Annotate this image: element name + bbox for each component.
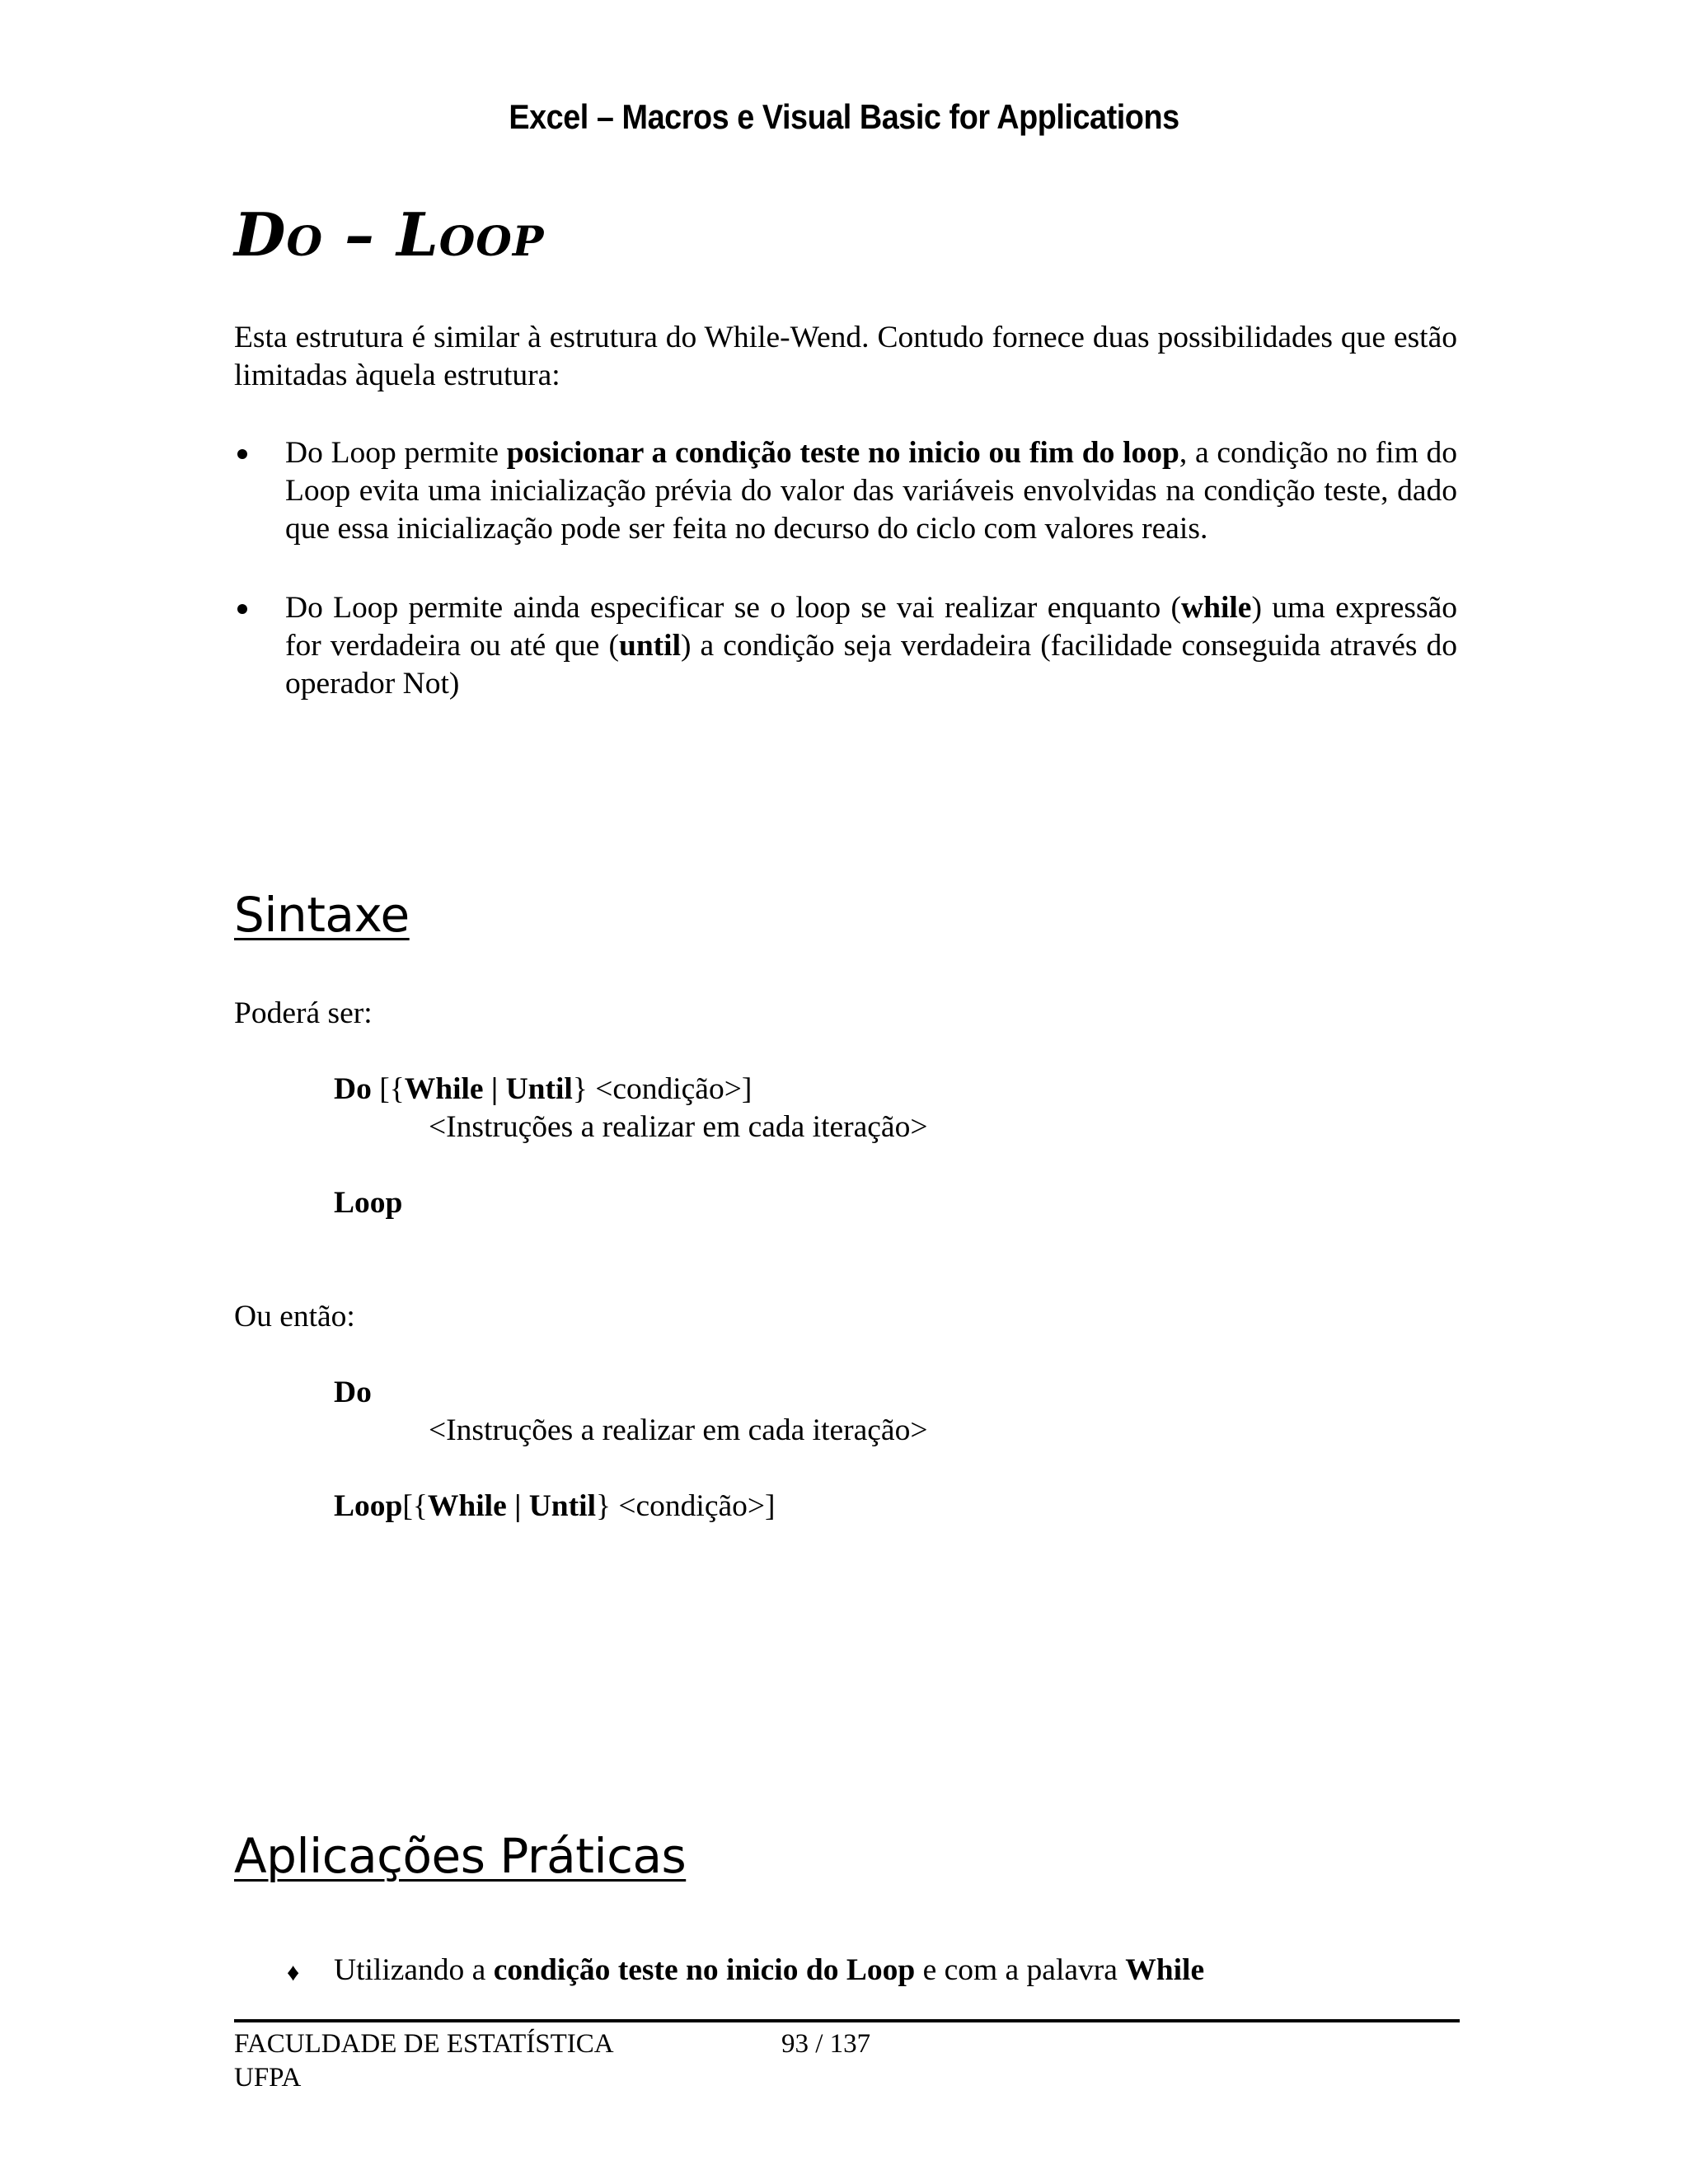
bullet-icon: [237, 449, 247, 459]
bullet-text-lead: Do Loop permite: [285, 436, 507, 470]
syntax-bracket-open: [{: [402, 1489, 428, 1523]
intro-paragraph: Esta estrutura é similar à estrutura do While-Wend. Contudo fornece duas possibilidades que estão limitadas àquela estrutura:: [234, 321, 1457, 392]
syntax-form1-body: <Instruções a realizar em cada iteração>: [429, 1110, 928, 1144]
bullet-keyword-while: while: [1181, 591, 1252, 625]
bullet-keyword-until: until: [618, 629, 682, 663]
bullet-icon: [237, 604, 247, 614]
bullet-text-rest: ) a condição seja verdadeira (facilidade conseguida através do operador Not): [285, 629, 1457, 701]
syntax-intro-2: Ou então:: [234, 1300, 355, 1333]
applications-item: [334, 1952, 1204, 1990]
feature-list: [234, 434, 1457, 703]
bullet-text-bold: posicionar a condição teste no inicio ou fim do loop: [506, 436, 1179, 470]
keyword-while-until: While | Until: [427, 1489, 596, 1523]
syntax-condition: } <condição>]: [595, 1489, 776, 1523]
list-item: [234, 589, 1457, 703]
page-title: Do – Loop: [234, 199, 545, 269]
applications-item-keyword: While: [1125, 1953, 1205, 1987]
bullet-text-lead: Do Loop permite ainda especificar se o loop se vai realizar enquanto (: [285, 591, 1182, 625]
diamond-bullet-icon: ♦: [287, 1959, 300, 1986]
applications-item-mid: e com a palavra: [915, 1953, 1126, 1987]
keyword-do: Do: [334, 1376, 372, 1409]
keyword-loop: Loop: [334, 1186, 403, 1220]
syntax-heading: Sintaxe: [234, 887, 410, 943]
syntax-intro-1: Poderá ser:: [234, 996, 373, 1030]
footer-university: UFPA: [234, 2063, 302, 2093]
syntax-form1-header: [334, 1071, 752, 1108]
syntax-form2-body: <Instruções a realizar em cada iteração>: [429, 1413, 928, 1447]
bullet-text-rest: , a condição no fim do Loop evita uma inicialização prévia do valor das variáveis envolvidas na condição teste, dado que essa inicialização pode ser feita no decurso do ciclo com valores reais.: [285, 436, 1457, 546]
footer-divider: [234, 2019, 1460, 2022]
keyword-do: Do: [334, 1072, 372, 1106]
applications-item-lead: Utilizando a: [334, 1953, 494, 1987]
syntax-condition: } <condição>]: [572, 1072, 753, 1106]
applications-item-bold: condição teste no inicio do Loop: [493, 1953, 916, 1987]
syntax-form2-loop: [334, 1488, 776, 1526]
footer-institution: FACULDADE DE ESTATÍSTICA: [234, 2029, 614, 2059]
syntax-form2-do: [334, 1374, 372, 1412]
list-item: [234, 434, 1457, 548]
applications-heading: Aplicações Práticas: [234, 1828, 687, 1884]
syntax-form1-loop: [334, 1184, 402, 1222]
keyword-loop: Loop: [334, 1489, 403, 1523]
syntax-bracket-open: [{: [371, 1072, 405, 1106]
footer-page-number: 93 / 137: [781, 2029, 871, 2059]
bullet-text-mid: ) uma expressão for verdadeira ou até que (: [285, 591, 1457, 663]
keyword-while-until: While | Until: [404, 1072, 573, 1106]
running-header: Excel – Macros e Visual Basic for Applications: [509, 97, 1179, 136]
